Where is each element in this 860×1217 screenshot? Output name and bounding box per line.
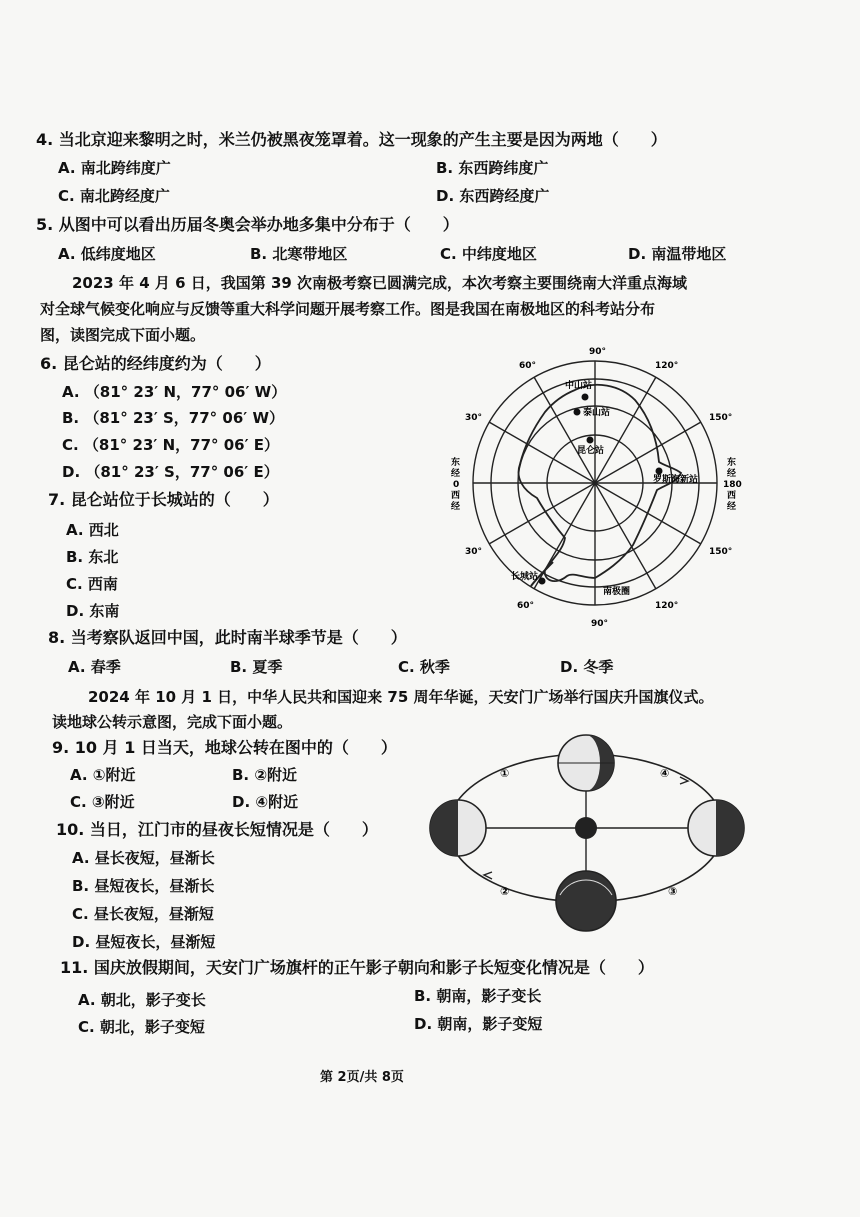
q5-option-a: A. 低纬度地区 — [58, 245, 156, 263]
label-antarctic-circle: 南极圈 — [603, 587, 631, 597]
antarctic-station-map — [445, 340, 745, 630]
side-right-2: 经 — [727, 469, 737, 479]
orbit-marker-1: ① — [500, 767, 510, 780]
passage1-line-1: 2023 年 4 月 6 日，我国第 39 次南极考察已圆满完成，本次考察主要围绕南大洋重点海域 — [72, 274, 688, 292]
q9-option-c: C. ③附近 — [70, 793, 135, 811]
lon-label-left-30: 30° — [465, 413, 483, 423]
lon-label-top-60: 60° — [519, 361, 537, 371]
side-right-4: 西 — [727, 491, 737, 501]
q4-option-c: C. 南北跨经度广 — [58, 187, 170, 205]
lon-label-top-120: 120° — [655, 361, 679, 371]
q5-option-b: B. 北寒带地区 — [250, 245, 348, 263]
side-right-5: 经 — [727, 502, 737, 512]
q11-option-a: A. 朝北，影子变长 — [78, 991, 206, 1009]
side-left-1: 东 — [451, 458, 461, 468]
q5-stem: 5. 从图中可以看出历届冬奥会举办地多集中分布于（ ） — [36, 215, 459, 234]
sun-icon — [575, 817, 597, 839]
side-left-2: 经 — [451, 469, 461, 479]
orbit-marker-3: ③ — [668, 885, 678, 898]
q4-option-b: B. 东西跨纬度广 — [436, 159, 549, 177]
passage2-line-2: 读地球公转示意图，完成下面小题。 — [52, 713, 293, 731]
station-label-great-wall: 长城站 — [511, 572, 539, 582]
side-right-3: 180 — [723, 480, 742, 490]
q11-option-b: B. 朝南，影子变长 — [414, 987, 542, 1005]
q11-stem: 11. 国庆放假期间，天安门广场旗杆的正午影子朝向和影子长短变化情况是（ ） — [60, 958, 654, 977]
q10-option-c: C. 昼长夜短，昼渐短 — [72, 905, 214, 923]
q4-option-d: D. 东西跨经度广 — [436, 187, 550, 205]
passage1-line-3: 图，读图完成下面小题。 — [40, 326, 206, 344]
passage2-line-1: 2024 年 10 月 1 日，中华人民共和国迎来 75 周年华诞，天安门广场举行国庆升国旗仪式。 — [88, 688, 714, 706]
earth-right-icon — [688, 800, 744, 856]
orbit-marker-4: ④ — [660, 767, 670, 780]
ross-sea-station-icon — [656, 468, 663, 475]
lon-label-bottom-90: 90° — [591, 619, 609, 629]
q8-stem: 8. 当考察队返回中国，此时南半球季节是（ ） — [48, 628, 407, 647]
zhongshan-station-icon — [582, 394, 589, 401]
q6-option-b: B. （81° 23′ S，77° 06′ W） — [62, 409, 284, 427]
lon-label-bottom-120: 120° — [655, 601, 679, 611]
q8-option-a: A. 春季 — [68, 658, 121, 676]
q9-option-b: B. ②附近 — [232, 766, 298, 784]
q7-option-d: D. 东南 — [66, 602, 120, 620]
q9-option-a: A. ①附近 — [70, 766, 136, 784]
q6-option-c: C. （81° 23′ N，77° 06′ E） — [62, 436, 280, 454]
q6-stem: 6. 昆仑站的经纬度约为（ ） — [40, 354, 271, 373]
q10-option-a: A. 昼长夜短，昼渐长 — [72, 849, 215, 867]
passage1-line-2: 对全球气候变化响应与反馈等重大科学问题开展考察工作。图是我国在南极地区的科考站分布 — [40, 300, 656, 318]
side-left-4: 西 — [451, 491, 461, 501]
station-label-kunlun: 昆仑站 — [577, 446, 605, 456]
q6-option-a: A. （81° 23′ N，77° 06′ W） — [62, 383, 287, 401]
taishan-station-icon — [574, 409, 581, 416]
q7-option-b: B. 东北 — [66, 548, 119, 566]
q11-option-d: D. 朝南，影子变短 — [414, 1015, 543, 1033]
lon-label-left-30b: 30° — [465, 547, 483, 557]
great-wall-station-icon — [539, 578, 546, 585]
lon-label-bottom-60: 60° — [517, 601, 535, 611]
page-number: 第 2页/共 8页 — [320, 1070, 404, 1085]
earth-bottom-icon — [556, 871, 616, 931]
q8-option-b: B. 夏季 — [230, 658, 283, 676]
q10-option-b: B. 昼短夜长，昼渐长 — [72, 877, 215, 895]
q5-option-c: C. 中纬度地区 — [440, 245, 537, 263]
lon-label-right-150b: 150° — [709, 547, 733, 557]
earth-left-icon — [430, 800, 486, 856]
q6-option-d: D. （81° 23′ S，77° 06′ E） — [62, 463, 279, 481]
side-right-1: 东 — [727, 458, 737, 468]
kunlun-station-icon — [587, 437, 594, 444]
side-left-3: 0 — [453, 480, 460, 490]
q8-option-c: C. 秋季 — [398, 658, 450, 676]
lon-label-right-150: 150° — [709, 413, 733, 423]
side-left-5: 经 — [451, 502, 461, 512]
q7-stem: 7. 昆仑站位于长城站的（ ） — [48, 490, 279, 509]
orbit-marker-2: ② — [500, 885, 510, 898]
q4-option-a: A. 南北跨纬度广 — [58, 159, 171, 177]
q4-stem: 4. 当北京迎来黎明之时，米兰仍被黑夜笼罩着。这一现象的产生主要是因为两地（ ） — [36, 130, 667, 149]
station-label-zhongshan: 中山站 — [565, 381, 593, 391]
q8-option-d: D. 冬季 — [560, 658, 614, 676]
q11-option-c: C. 朝北，影子变短 — [78, 1018, 205, 1036]
q7-option-a: A. 西北 — [66, 521, 119, 539]
station-label-ross-sea: 罗斯海新站 — [653, 475, 699, 485]
lon-label-top-90: 90° — [589, 347, 607, 357]
earth-top-icon — [558, 735, 614, 791]
q10-stem: 10. 当日，江门市的昼夜长短情况是（ ） — [56, 820, 378, 839]
earth-orbit-diagram — [420, 725, 760, 935]
q9-option-d: D. ④附近 — [232, 793, 299, 811]
station-label-taishan: 泰山站 — [583, 408, 611, 418]
q9-stem: 9. 10 月 1 日当天，地球公转在图中的（ ） — [52, 738, 397, 757]
q7-option-c: C. 西南 — [66, 575, 118, 593]
q5-option-d: D. 南温带地区 — [628, 245, 727, 263]
q10-option-d: D. 昼短夜长，昼渐短 — [72, 933, 216, 951]
